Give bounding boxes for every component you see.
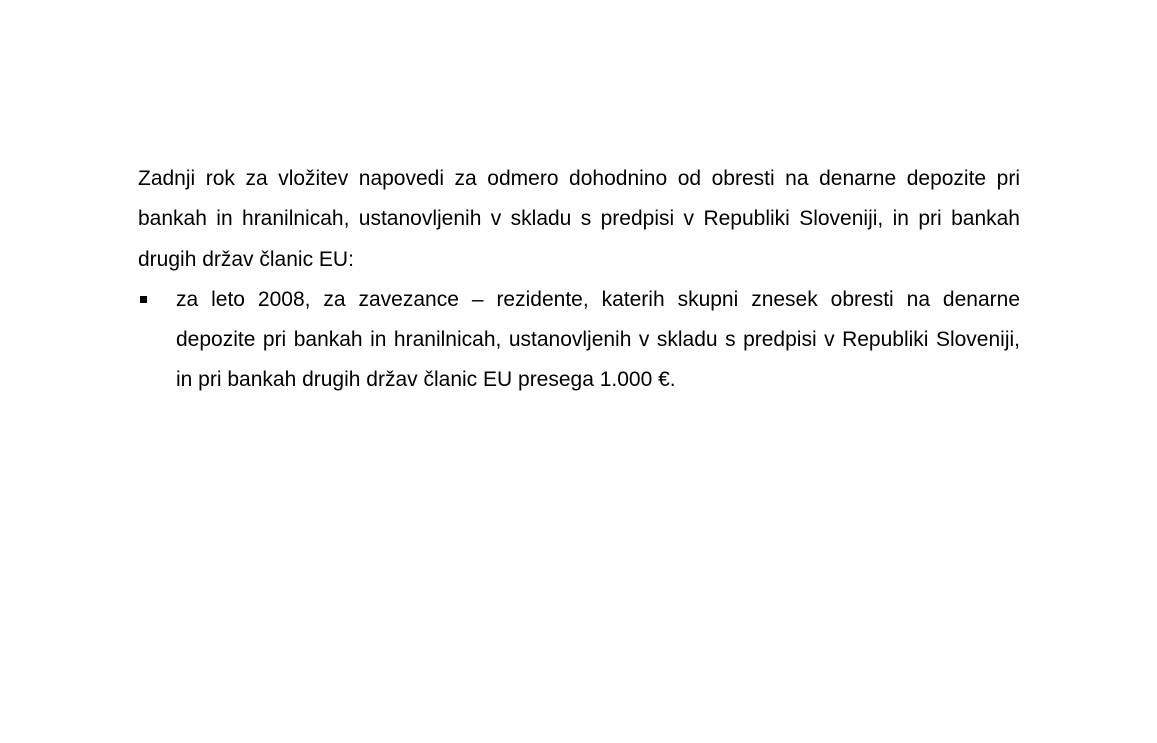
bullet-list xyxy=(138,280,1020,401)
bullet-text: za leto 2008, za zavezance – rezidente, katerih skupni znesek obresti na denarne depozite pri bankah in hranilnicah, ustanovljenih v skladu s predpisi v Republiki Sloveniji, in pri bankah drugih držav članic EU presega 1.000 €. xyxy=(176,287,1020,392)
document-body xyxy=(138,159,1020,401)
list-item xyxy=(138,280,1020,401)
square-bullet-icon xyxy=(140,296,147,303)
intro-paragraph: Zadnji rok za vložitev napovedi za odmero dohodnino od obresti na denarne depozite pri bankah in hranilnicah, ustanovljenih v skladu s predpisi v Republiki Sloveniji, in pri bankah drugih držav članic EU: xyxy=(138,167,1020,271)
